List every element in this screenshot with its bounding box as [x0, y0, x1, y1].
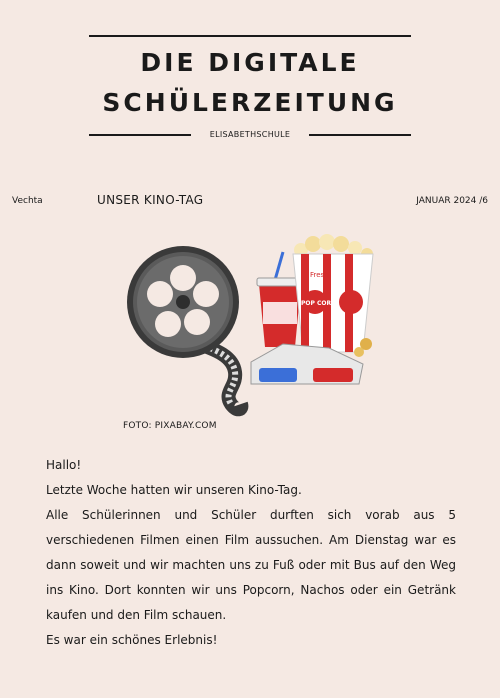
article-body [46, 453, 456, 653]
popcorn-label-main: POP CORN [301, 300, 337, 307]
popcorn-bucket-icon [293, 234, 373, 357]
photo-caption: FOTO: PIXABAY.COM [123, 421, 217, 431]
cinema-illustration [123, 232, 383, 417]
school-name: ELISABETHSCHULE [209, 130, 291, 139]
page-title-line1: DIE DIGITALE [140, 48, 360, 77]
issue-label: JANUAR 2024 /6 [416, 196, 488, 206]
page-title-line2: SCHÜLERZEITUNG [102, 88, 398, 117]
article-paragraph: Alle Schülerinnen und Schüler durften sich vorab aus 5 verschiedenen Filmen einen Film aussuchen. Am Dienstag war es dann soweit und wir machten uns zu Fuß oder mit Bus auf den Weg ins Kino. Dort konnten wir uns Popcorn, Nachos oder ein Getränk kaufen und den Film schauen. [46, 508, 456, 622]
popcorn-label-top: Fresh [310, 271, 329, 279]
header-top-rule [89, 35, 411, 37]
article-line1: Letzte Woche hatten wir unseren Kino-Tag. [46, 483, 302, 497]
article-greeting: Hallo! [46, 458, 82, 472]
article-closing: Es war ein schönes Erlebnis! [46, 633, 218, 647]
film-reel-icon [127, 246, 239, 358]
header-right-rule [309, 134, 411, 136]
article-headline: UNSER KINO-TAG [97, 193, 204, 207]
location-label: Vechta [12, 196, 43, 206]
